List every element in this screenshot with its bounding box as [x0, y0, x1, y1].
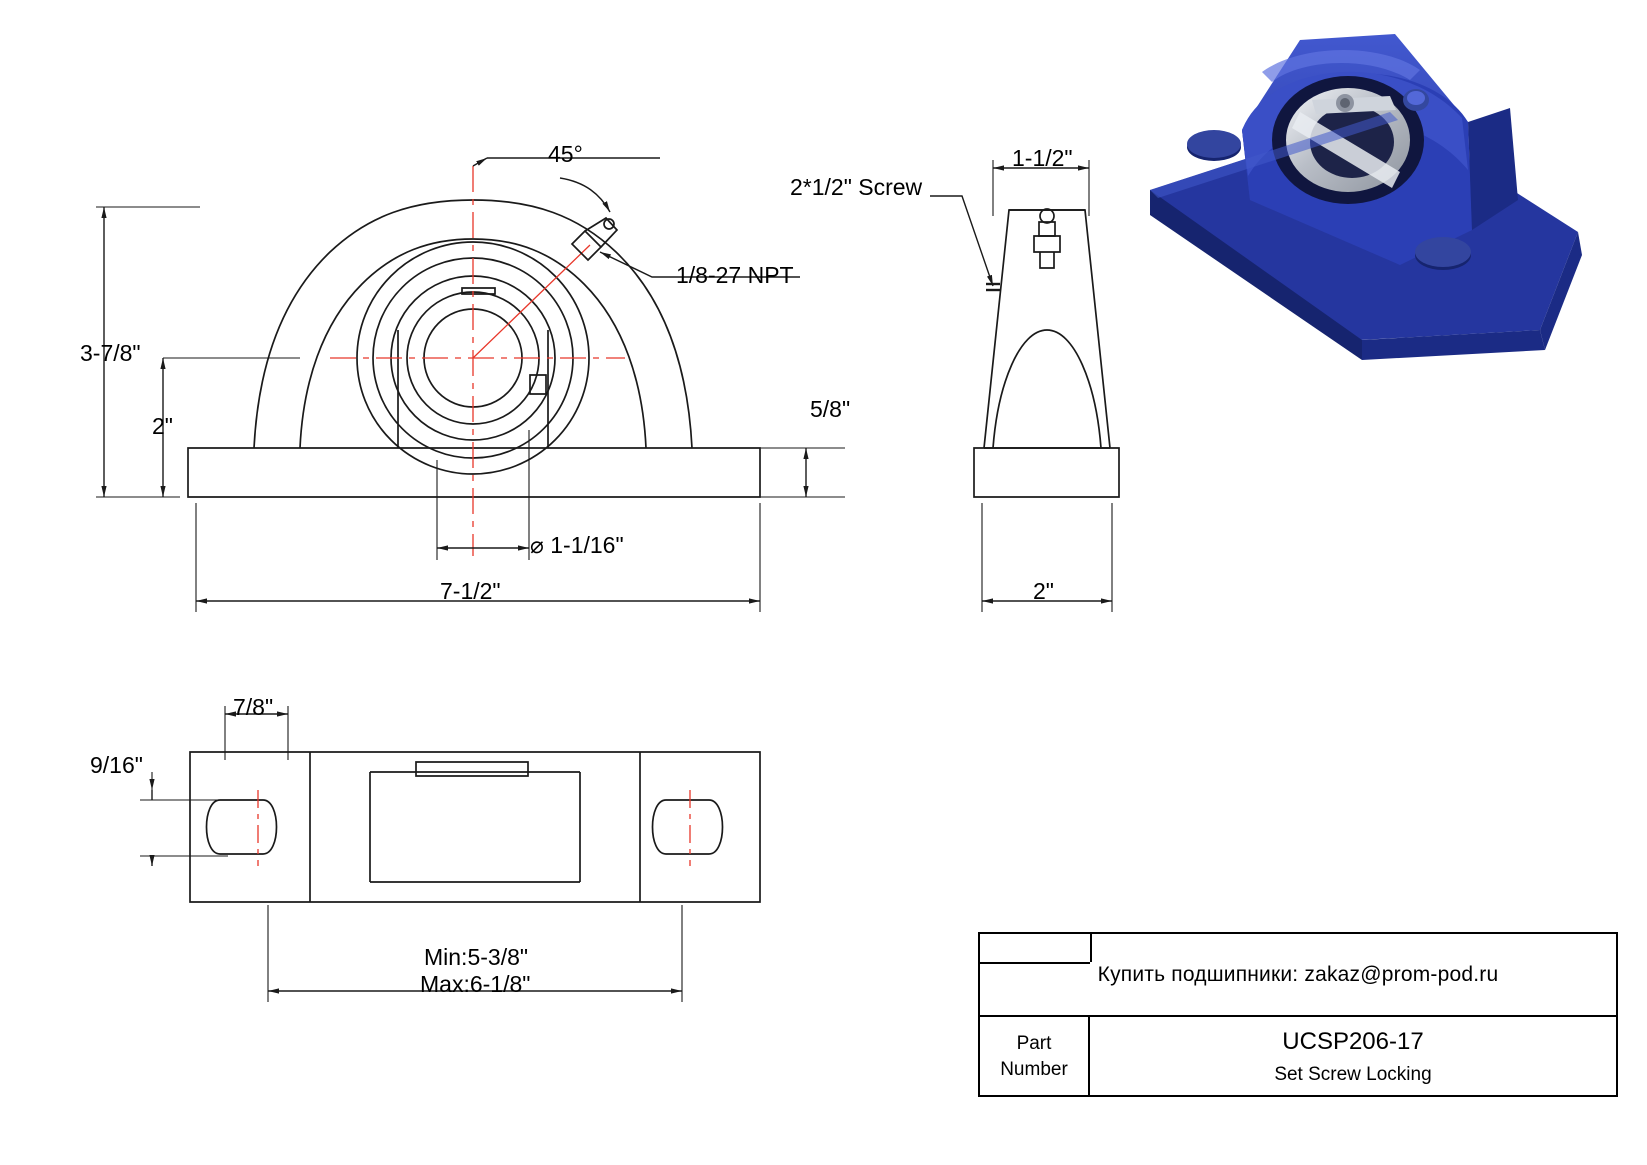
side-view-dims	[930, 160, 1112, 612]
title-block-part-row	[980, 1017, 1616, 1097]
dim-label-center-height: 2"	[152, 413, 173, 439]
dim-label-base-length: 7-1/2"	[440, 578, 501, 604]
title-block	[978, 932, 1618, 1097]
part-number-value: UCSP206-17	[1282, 1028, 1424, 1055]
note-screw: 2*1/2" Screw	[790, 174, 923, 200]
side-view-outline	[974, 209, 1119, 497]
dim-label-base-width: 2"	[1033, 578, 1054, 604]
note-npt-thread: 1/8-27 NPT	[676, 262, 794, 288]
dim-label-slot-offset: 9/16"	[90, 752, 143, 778]
dim-label-bolt-spacing-min: Min:5-3/8"	[424, 944, 529, 970]
dim-label-slot-width: 7/8"	[233, 694, 274, 720]
dim-label-overall-height: 3-7/8"	[80, 340, 141, 366]
bottom-view-outline	[190, 752, 760, 902]
dim-label-angle-45: 45°	[548, 141, 583, 167]
contact-text: Купить подшипники: zakaz@prom-pod.ru	[1097, 962, 1499, 986]
part-description: Set Screw Locking	[1274, 1064, 1432, 1085]
dim-label-top-width: 1-1/2"	[1012, 145, 1073, 171]
dim-label-bore-diameter: ⌀ 1-1/16"	[530, 532, 624, 558]
part-number-label	[980, 1017, 1090, 1097]
dim-base-thickness	[760, 448, 845, 497]
dim-label-base-thickness: 5/8"	[810, 396, 851, 422]
front-view-outline	[188, 200, 760, 497]
bottom-view-centerlines	[258, 790, 690, 866]
part-label-line1: Part	[1016, 1033, 1052, 1054]
title-block-contact-row	[980, 934, 1616, 1017]
dim-center-height	[163, 358, 300, 497]
isometric-render	[1148, 25, 1582, 360]
part-number-value-group	[1090, 1017, 1616, 1097]
part-label-line2: Number	[1000, 1059, 1068, 1080]
dim-label-bolt-spacing-max: Max:6-1/8"	[420, 971, 531, 997]
